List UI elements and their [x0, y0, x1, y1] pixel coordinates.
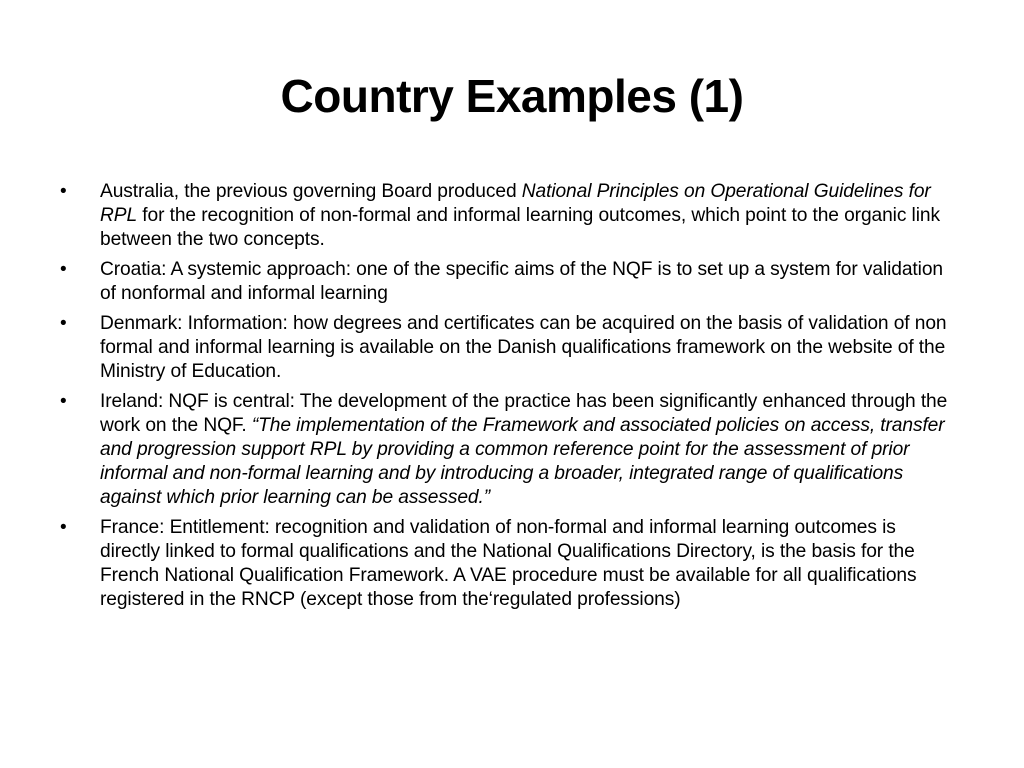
bullet-text [100, 313, 946, 382]
bullet-text-italic: “The implementation of the Framework and associated policies on access, transfer and progression support RPL by providing a common reference point for the assessment of prior informal and non-formal learning and by introducing a broader, integrated range of qualifications against which prior learning can be assessed.” [100, 415, 945, 508]
bullet-text-segment: for the recognition of non-formal and informal learning outcomes, which point to the organic link between the two concepts. [100, 205, 940, 250]
slide-title: Country Examples (1) [280, 70, 744, 122]
bullet-item [60, 516, 960, 612]
bullet-text [100, 391, 947, 508]
bullet-text [100, 181, 940, 250]
bullet-text [100, 517, 916, 610]
bullet-item [60, 180, 960, 252]
bullet-icon: • [60, 517, 67, 538]
bullet-icon: • [60, 181, 67, 202]
bullet-item [60, 258, 960, 306]
bullet-text-italic: National Principles on Operational Guidelines for RPL [100, 181, 931, 226]
bullet-text-segment: France: Entitlement: recognition and validation of non-formal and informal learning outcomes is directly linked to formal qualifications and the National Qualifications Directory, is the basis for the French National Qualification Framework. A VAE procedure must be available for all qualifications registered in the RNCP (except those from the‘regulated professions) [100, 517, 917, 610]
bullet-icon: • [60, 313, 67, 334]
bullet-list [60, 180, 960, 618]
bullet-item [60, 312, 960, 384]
bullet-text-segment: Ireland: NQF is central: The development of the practice has been significantly enhanced through the work on the NQF. [100, 391, 948, 436]
bullet-text-segment: Denmark: Information: how degrees and certificates can be acquired on the basis of validation of non formal and informal learning is available on the Danish qualifications framework on the website of the Ministry of Education. [100, 313, 947, 382]
bullet-icon: • [60, 391, 67, 412]
bullet-item [60, 390, 960, 510]
bullet-icon: • [60, 259, 67, 280]
bullet-text [100, 259, 943, 304]
bullet-text-segment: Croatia: A systemic approach: one of the specific aims of the NQF is to set up a system for validation of nonformal and informal learning [100, 259, 943, 304]
bullet-text-segment: Australia, the previous governing Board produced [100, 181, 522, 202]
